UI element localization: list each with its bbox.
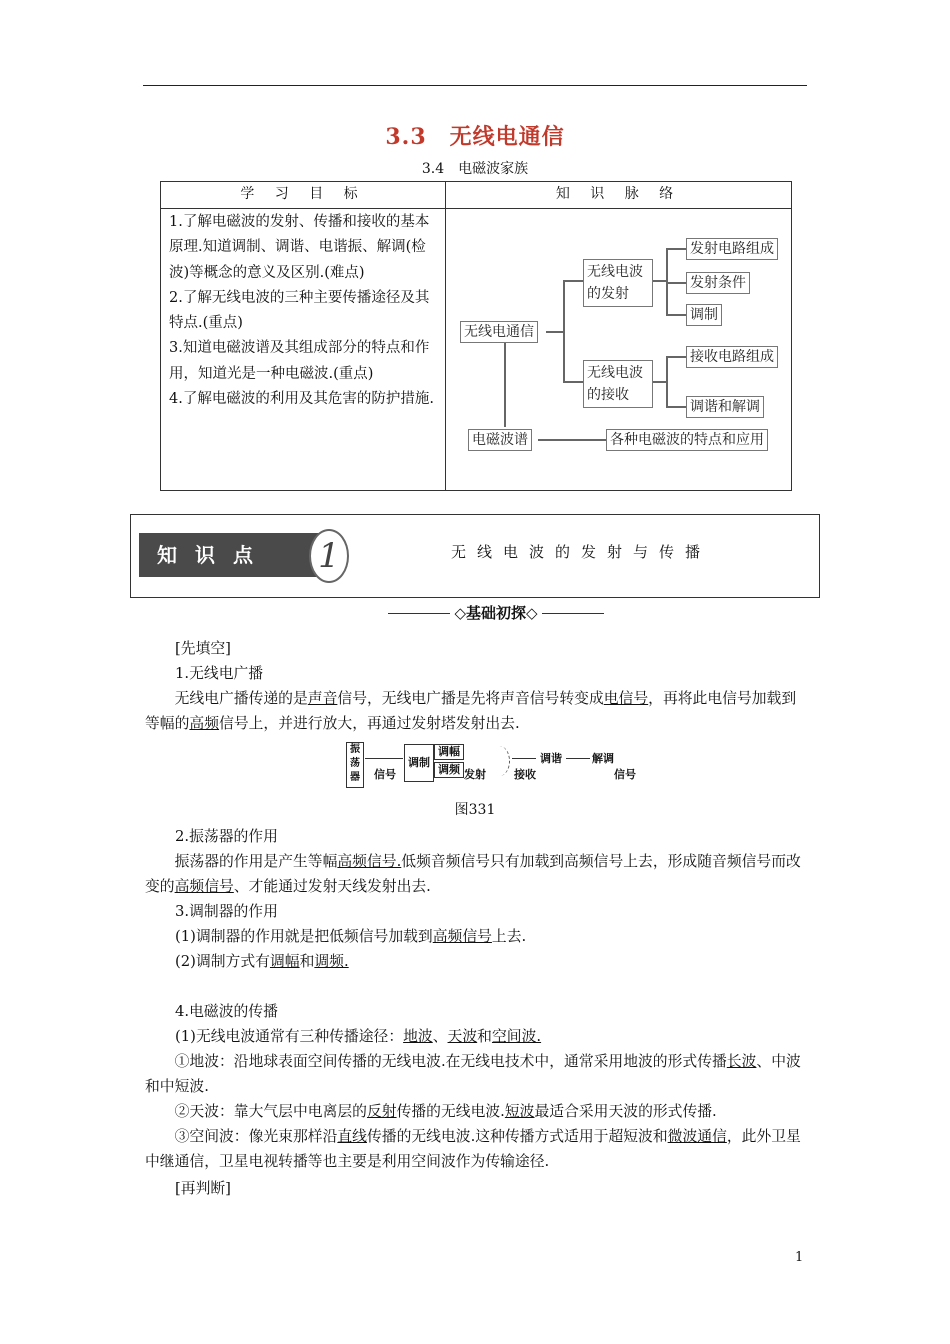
diagram-modulate: 调制 <box>404 744 434 782</box>
diagram-label: 信号 <box>374 768 396 781</box>
broadcast-diagram <box>346 740 642 790</box>
goals-header: 学 习 目 标 <box>161 182 445 209</box>
goals-list <box>169 210 441 412</box>
goal-item: 1.了解电磁波的发射、传播和接收的基本原理.知道调制、调谐、电谐振、解调(检波)等概念的意义及区别.(难点) <box>169 214 430 281</box>
divider-line <box>388 613 450 614</box>
mindmap-receive: 无线电波的接收 <box>583 360 653 408</box>
section-heading: 4.电磁波的传播 <box>175 1003 278 1020</box>
diagram-am: 调幅 <box>434 744 464 760</box>
connector <box>563 280 583 282</box>
mindmap-emit: 无线电波的发射 <box>583 259 653 307</box>
diagram-label: 调谐 <box>540 752 562 765</box>
goal-item: 2.了解无线电波的三种主要传播途径及其特点.(重点) <box>169 289 430 332</box>
judge-label: [再判断] <box>175 1180 231 1197</box>
goal-item: 4.了解电磁波的利用及其危害的防护措施. <box>169 391 434 408</box>
wave-icon <box>489 746 510 776</box>
section-heading: 1.无线电广播 <box>175 665 264 682</box>
connector <box>666 248 668 314</box>
knowledge-point-heading: 无线电波的发射与传播 <box>450 543 711 561</box>
knowledge-point-badge: 知识点 <box>139 533 335 577</box>
knowledge-point-banner <box>130 514 820 598</box>
mindmap-receive-item: 接收电路组成 <box>686 346 778 368</box>
section-heading: 3.调制器的作用 <box>175 903 278 920</box>
goal-item: 3.知道电磁波谱及其组成部分的特点和作用，知道光是一种电磁波.(重点) <box>169 340 430 382</box>
mindmap-emit-item: 发射条件 <box>686 272 750 294</box>
mindmap-spectrum-item: 各种电磁波的特点和应用 <box>606 429 768 451</box>
mindmap-root: 无线电通信 <box>460 321 538 343</box>
knowledge-point-number: 1 <box>309 529 349 583</box>
diagram-arrow <box>566 758 590 759</box>
paragraph: (1)调制器的作用就是把低频信号加载到高频信号上去. <box>175 928 527 945</box>
diagram-arrow <box>512 758 536 759</box>
table-divider <box>161 208 791 209</box>
diagram-label: 接收 <box>514 768 536 781</box>
paragraph: 振荡器的作用是产生等幅高频信号.低频音频信号只有加载到高频信号上去，形成随音频信号而改变的高频信号、才能通过发射天线发射出去. <box>145 853 801 895</box>
page-number: 1 <box>795 1250 804 1265</box>
connector <box>666 406 686 408</box>
diagram-label: 解调 <box>592 752 614 765</box>
context-header: 知 识 脉 络 <box>446 182 791 209</box>
divider-line <box>542 613 604 614</box>
top-rule <box>143 85 807 86</box>
connector <box>563 381 583 383</box>
page-subtitle: 3.4 电磁波家族 <box>421 161 529 177</box>
paragraph: ②天波：靠大气层中电离层的反射传播的无线电波.短波最适合采用天波的形式传播. <box>174 1103 717 1120</box>
diagram-fm: 调频 <box>434 762 464 778</box>
connector <box>563 280 565 382</box>
table-column-divider <box>445 182 446 490</box>
diagram-oscillator: 振荡器 <box>346 742 364 788</box>
section-label <box>365 602 627 623</box>
section-label-text: ◇基础初探◇ <box>454 604 538 622</box>
connector <box>666 248 686 250</box>
diagram-arrow <box>365 758 403 759</box>
fill-blank-label: [先填空] <box>175 640 231 657</box>
figure-caption: 图331 <box>454 802 496 818</box>
mindmap-receive-item: 调谐和解调 <box>686 396 764 418</box>
paragraph: ①地波：沿地球表面空间传播的无线电波.在无线电技术中，通常采用地波的形式传播长波、中波和中短波. <box>145 1053 801 1095</box>
connector <box>666 314 686 316</box>
paragraph: 无线电广播传递的是声音信号，无线电广播是先将声音信号转变成电信号，再将此电信号加载到等幅的高频信号上，并进行放大，再通过发射塔发射出去. <box>145 690 797 732</box>
paragraph: (2)调制方式有调幅和调频. <box>175 953 349 970</box>
connector <box>666 356 668 406</box>
mindmap-emit-item: 发射电路组成 <box>686 238 778 260</box>
paragraph: ③空间波：像光束那样沿直线传播的无线电波.这种传播方式适用于超短波和微波通信，此外卫星中继通信，卫星电视转播等也主要是利用空间波作为传输途径. <box>145 1128 801 1170</box>
connector <box>666 282 686 284</box>
connector <box>504 343 506 427</box>
page-title: 3.3 无线电通信 <box>385 124 565 150</box>
paragraph: (1)无线电波通常有三种传播途径：地波、天波和空间波. <box>175 1028 542 1045</box>
diagram-label: 信号 <box>614 768 636 781</box>
mindmap-spectrum: 电磁波谱 <box>468 429 532 451</box>
connector <box>538 439 606 441</box>
mindmap-emit-item: 调制 <box>686 304 722 326</box>
section-heading: 2.振荡器的作用 <box>175 828 278 845</box>
connector <box>546 331 564 333</box>
connector <box>666 356 686 358</box>
diagram-label: 发射 <box>464 768 486 781</box>
